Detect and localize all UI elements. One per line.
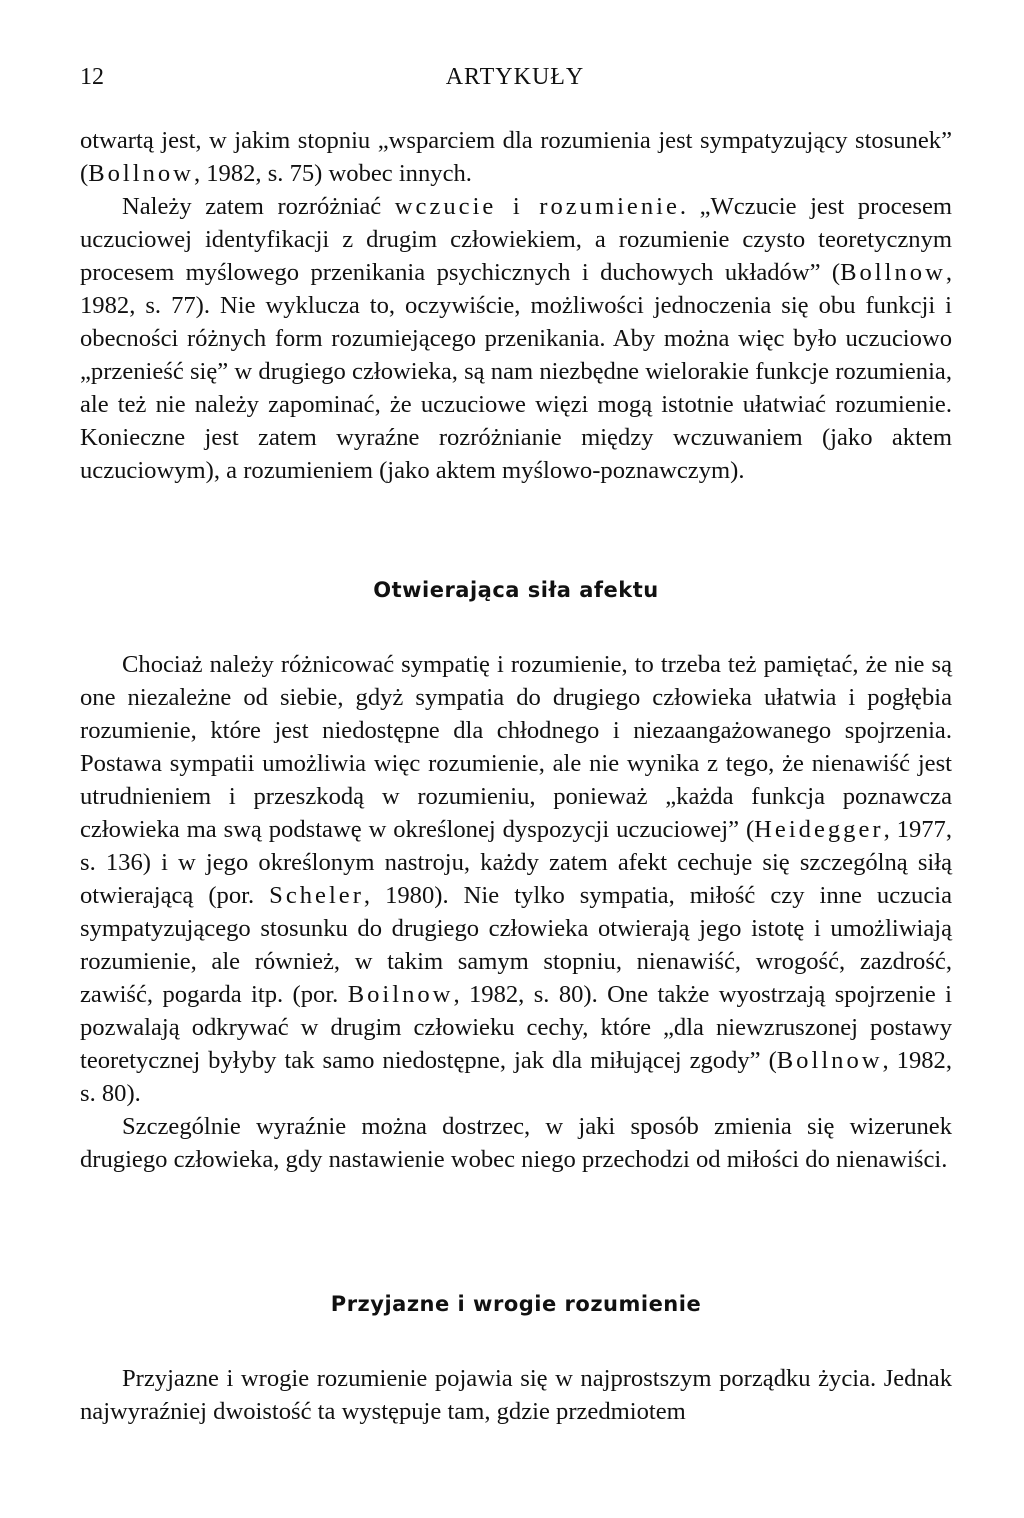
paragraph: Chociaż należy różnicować sympatię i rozumienie, to trzeba też pamiętać, że nie są one niezależne od siebie, gdyż sympatia do drugiego człowieka ułatwia i pogłębia rozumienie, które jest niedostępne dla chłodnego i niezaangażowanego spojrzenia. Postawa sympatii umożliwia więc rozumienie, ale nie wynika z tego, że nienawiść jest utrudnieniem i przeszkodą w rozumieniu, ponieważ „każda funkcja poznawcza człowieka ma swą podstawę w określonej dyspozycji uczuciowej” (Heidegger, 1977, s. 136) i w jego określonym nastroju, każdy zatem afekt cechuje się szczególną siłą otwierającą (por. Scheler, 1980). Nie tylko sympatia, miłość czy inne uczucia sympatyzującego stosunku do drugiego człowieka otwierają jego istotę i umożliwiają rozumienie, ale również, w takim samym stopniu, nienawiść, wrogość, zazdrość, zawiść, pogarda itp. (por. Boilnow, 1982, s. 80). One także wyostrzają spojrzenie i pozwalają odkrywać w drugim człowieku cechy, które „dla niewzruszonej postawy teoretycznej byłyby tak samo niedostępne, jak dla miłującej zgody” (Bollnow, 1982, s. 80). [80,651,952,1107]
paragraph: Przyjazne i wrogie rozumienie pojawia się w najprostszym porządku życia. Jednak najwyraźniej dwoistość ta występuje tam, gdzie przedmiotem [80,1365,952,1425]
author-name: Bollnow [88,160,194,187]
running-head: ARTYKUŁY [445,64,585,90]
author-name: Heidegger [754,816,884,843]
paragraph: Należy zatem rozróżniać wczucie i rozumienie. „Wczucie jest procesem uczuciowej identyfikacji z drugim człowiekiem, a rozumienie czysto teoretycznym procesem myślowego przenikania psychicznych i duchowych układów” (Bollnow, 1982, s. 77). Nie wyklucza to, oczywiście, możliwości jednoczenia się obu funkcji i obecności różnych form rozumiejącego przenikania. Aby można więc było uczuciowo „przenieść się” w drugiego człowieka, są nam niezbędne wielorakie funkcje rozumienia, ale też nie należy zapominać, że uczuciowe więzi mogą istotnie ułatwiać rozumienie. Konieczne jest zatem wyraźne rozróżnianie między wczuwaniem (jako aktem uczuciowym), a rozumieniem (jako aktem myślowo-poznawczym). [80,193,953,484]
paragraph: Szczególnie wyraźnie można dostrzec, w jaki sposób zmienia się wizerunek drugiego człowieka, gdy nastawienie wobec niego przechodzi od miłości do nienawiści. [80,1113,952,1173]
author-name: Boilnow [347,981,454,1008]
emphasized-term: wczucie i rozumienie [394,193,680,220]
section-1-body [80,124,952,487]
section-heading: Otwierająca siła afektu [373,578,659,602]
section-heading: Przyjazne i wrogie rozumienie [330,1292,702,1316]
section-3-body [80,1362,952,1428]
author-name: Bollnow [840,259,946,286]
section-2-body [80,648,952,1176]
page-header [80,64,950,94]
author-name: Bollnow [776,1047,883,1074]
page-number: 12 [80,64,104,90]
author-name: Scheler [269,882,364,909]
paragraph: otwartą jest, w jakim stopniu „wsparciem dla rozumienia jest sympatyzujący stosunek” (Bollnow, 1982, s. 75) wobec innych. [80,127,952,187]
